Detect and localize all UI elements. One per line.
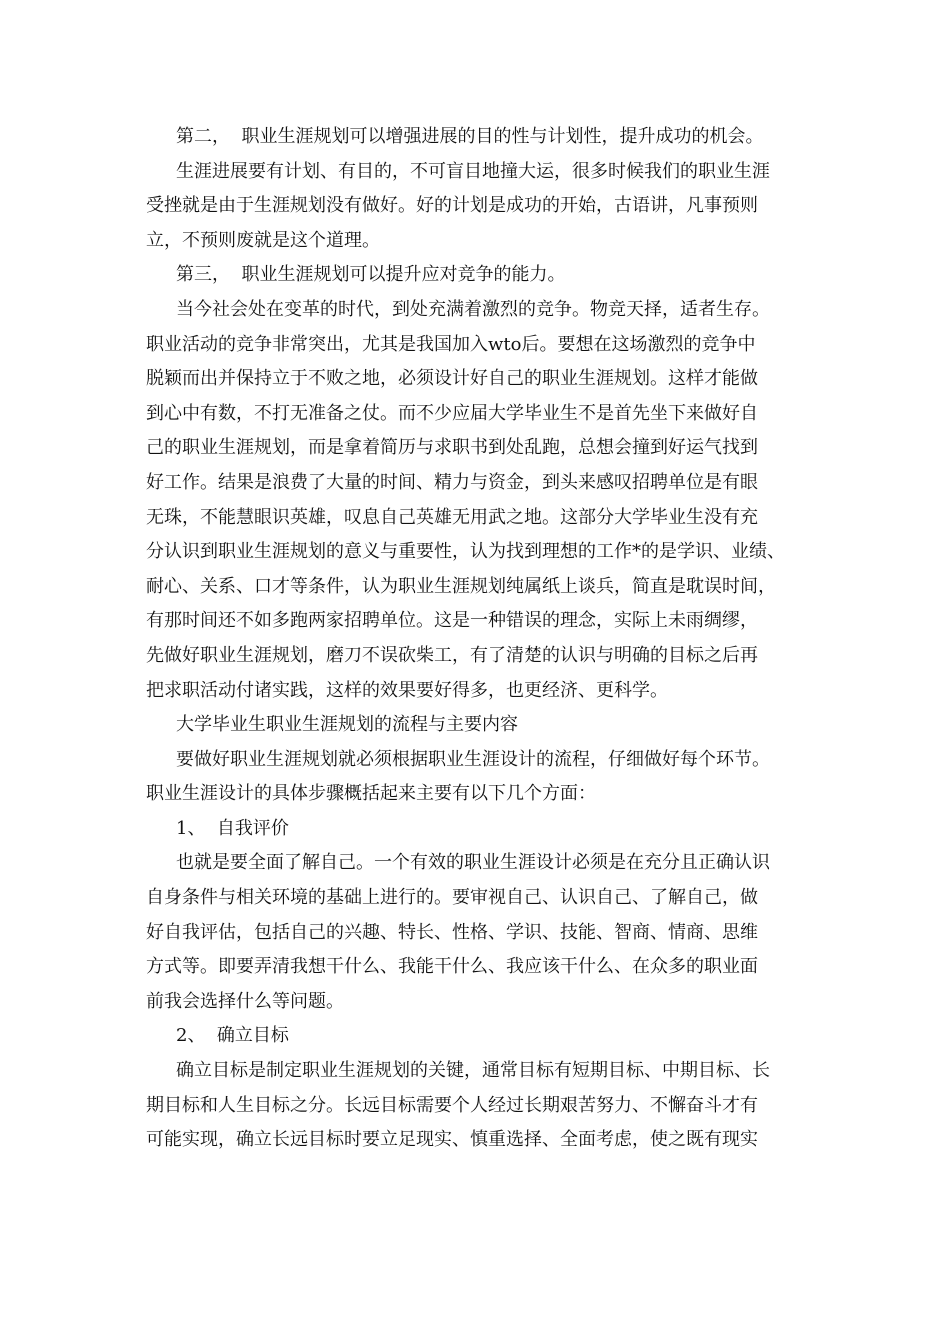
document-line: 要做好职业生涯规划就必须根据职业生涯设计的流程，仔细做好每个环节。: [176, 748, 770, 770]
document-line: 脱颖而出并保持立于不败之地，必须设计好自己的职业生涯规划。这样才能做: [146, 368, 758, 390]
document-line: 当今社会处在变革的时代，到处充满着激烈的竞争。物竞天择，适者生存。: [176, 298, 770, 320]
document-line: 第三， 职业生涯规划可以提升应对竞争的能力。: [176, 264, 566, 286]
document-line: 到心中有数，不打无准备之仗。而不少应届大学毕业生不是首先坐下来做好自: [146, 402, 758, 424]
document-line: 好自我评估，包括自己的兴趣、特长、性格、学识、技能、智商、情商、思维: [146, 921, 758, 943]
document-line: 大学毕业生职业生涯规划的流程与主要内容: [176, 714, 518, 736]
document-body: [146, 120, 816, 1158]
document-line: 耐心、关系、口才等条件，认为职业生涯规划纯属纸上谈兵，简直是耽误时间，: [146, 575, 776, 597]
document-line: 立，不预则废就是这个道理。: [146, 229, 380, 251]
document-line: 职业生涯设计的具体步骤概括起来主要有以下几个方面：: [146, 783, 596, 805]
document-line: 己的职业生涯规划，而是拿着简历与求职书到处乱跑，总想会撞到好运气找到: [146, 437, 758, 459]
document-line: 职业活动的竞争非常突出，尤其是我国加入wto后。要想在这场激烈的竞争中: [146, 333, 756, 355]
document-line: 受挫就是由于生涯规划没有做好。好的计划是成功的开始，古语讲，凡事预则: [146, 195, 758, 217]
document-line: 自身条件与相关环境的基础上进行的。要审视自己、认识自己、了解自己，做: [146, 887, 758, 909]
document-line: 第二， 职业生涯规划可以增强进展的目的性与计划性，提升成功的机会。: [176, 126, 764, 147]
document-line: 期目标和人生目标之分。长远目标需要个人经过长期艰苦努力、不懈奋斗才有: [146, 1094, 758, 1116]
document-line: 2、 确立目标: [176, 1025, 289, 1047]
document-line: 1、 自我评价: [176, 817, 289, 839]
document-line: 先做好职业生涯规划，磨刀不误砍柴工，有了清楚的认识与明确的目标之后再: [146, 644, 758, 666]
document-line: 无珠，不能慧眼识英雄，叹息自己英雄无用武之地。这部分大学毕业生没有充: [146, 506, 758, 528]
document-line: 把求职活动付诸实践，这样的效果要好得多，也更经济、更科学。: [146, 679, 668, 701]
document-line: 方式等。即要弄清我想干什么、我能干什么、我应该干什么、在众多的职业面: [146, 956, 758, 978]
document-line: 也就是要全面了解自己。一个有效的职业生涯设计必须是在充分且正确认识: [176, 852, 770, 874]
document-line: 好工作。结果是浪费了大量的时间、精力与资金，到头来感叹招聘单位是有眼: [146, 471, 758, 493]
document-line: 分认识到职业生涯规划的意义与重要性，认为找到理想的工作*的是学识、业绩、: [146, 541, 785, 563]
document-line: 前我会选择什么等问题。: [146, 990, 344, 1012]
document-line: 生涯进展要有计划、有目的，不可盲目地撞大运，很多时候我们的职业生涯: [176, 160, 770, 182]
document-line: 确立目标是制定职业生涯规划的关键，通常目标有短期目标、中期目标、长: [176, 1060, 770, 1082]
document-line: 可能实现，确立长远目标时要立足现实、慎重选择、全面考虑，使之既有现实: [146, 1129, 758, 1151]
document-line: 有那时间还不如多跑两家招聘单位。这是一种错误的理念，实际上未雨绸缪，: [146, 610, 758, 632]
